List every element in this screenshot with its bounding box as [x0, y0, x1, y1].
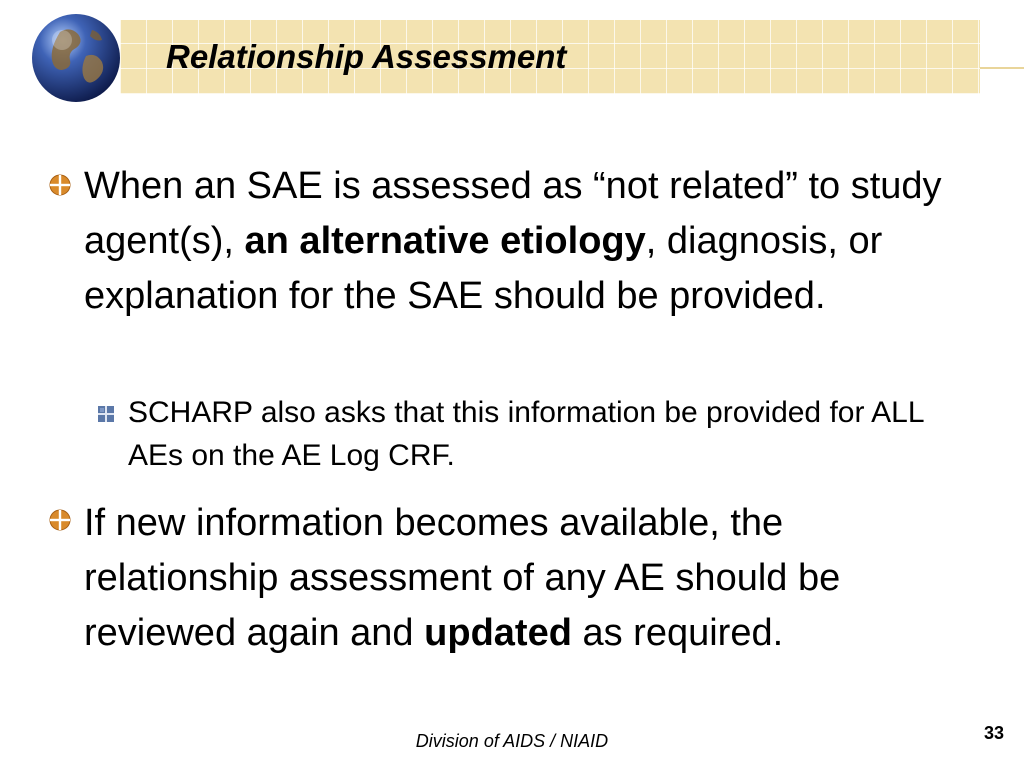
bullet-1: [84, 159, 964, 324]
sub-bullet-icon: [98, 406, 114, 422]
page-number: 33: [983, 723, 1004, 743]
bullet-icon: [48, 508, 72, 532]
sub-bullet-1: SCHARP also asks that this information be provided for ALL AEs on the AE Log CRF.: [128, 396, 924, 472]
bullet-1-text-b: , diagnosis, or explanation for the SAE should be provided.: [84, 220, 883, 317]
bullet-icon: [48, 173, 72, 197]
bullet-2-bold: updated: [424, 612, 572, 654]
bullet-1-bold: an alternative etiology: [244, 220, 646, 262]
bullet-2-text-a: If new information becomes available, the relationship assessment of any AE should be reviewed again and: [84, 502, 841, 654]
bullet-1-text-a: When an SAE is assessed as “not related” to study agent(s),: [84, 165, 942, 262]
title-banner-rule: [980, 67, 1024, 69]
bullet-2-text-b: as required.: [571, 612, 784, 654]
footer-text: Division of AIDS / NIAID: [415, 731, 609, 751]
bullet-2: [84, 496, 964, 661]
slide-title: Relationship Assessment: [166, 38, 567, 75]
globe-icon: [30, 12, 122, 104]
